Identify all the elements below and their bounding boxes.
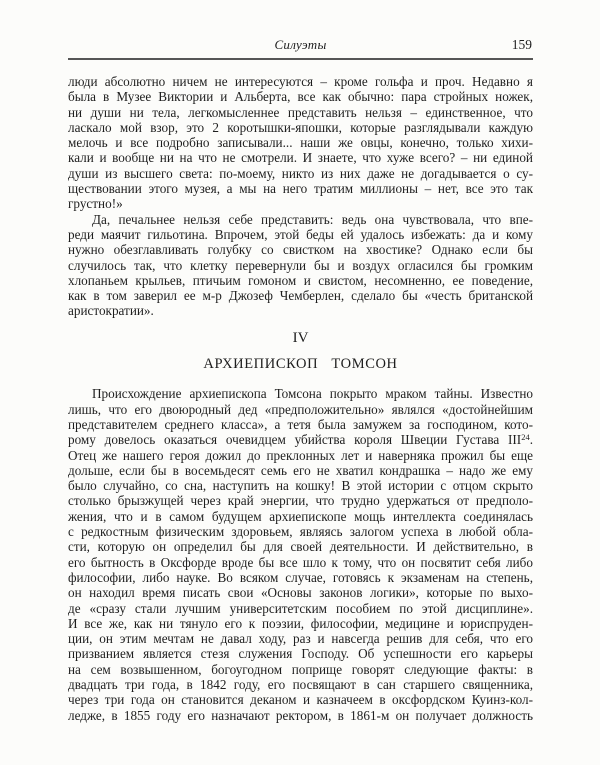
running-title: Силуэты (274, 37, 327, 52)
text-line: Происхождение архиепископа Томсона покрыто мраком тайны. Известно (92, 386, 533, 402)
text-line: кали и вообще ни на что не смотрели. И знаете, что хуже всего? – ни единой (68, 150, 533, 166)
text-line: его бытность в Оксфорде вроде бы все шло к тому, что он посвятит себя либо (68, 554, 533, 570)
text-line: де «сразу стали лучшим университетским пособием по этой дисциплине». (68, 600, 533, 616)
heading-text: IV (292, 329, 309, 346)
text-line: двадцать три года, в 1842 году, его посвящают в сан старшего священника, (68, 676, 533, 692)
text-line: грустно!» (68, 196, 123, 212)
text-line: жения, что и в самом будущем архиепископе мощь интеллекта соединялась (68, 508, 533, 524)
text-line: Да, печальнее нельзя себе представить: ведь она чувствовала, что впе- (92, 211, 533, 227)
text-line: с редкостным физическим здоровьем, являясь залогом успеха в любой обла- (68, 524, 533, 540)
text-line: столько брызжущей через край энергии, что трудно удержаться от предполо- (68, 493, 533, 509)
page-header (68, 37, 533, 60)
text-line: была в Музее Виктории и Альберта, все как обычно: пара стройных ножек, (68, 89, 533, 105)
footnote-reference: 24 (521, 432, 530, 443)
paragraph-guillotine (68, 212, 533, 319)
text-line: хлопаньем крыльев, птичьим гомоном и свистом, несомненно, ее поведение, (68, 272, 533, 288)
text-line: лишь, что его двоюродный дед «предположительно» являлся «достойнейшим (68, 401, 533, 417)
text-segment: рому довелось оказаться очевидцем убийства короля Швеции Густава III (68, 432, 522, 448)
text-line: Отец же нашего героя дожил до преклонных лет и наверняка прожил бы еще (68, 447, 533, 463)
text-segment: . (529, 432, 533, 448)
page-body (68, 60, 533, 723)
text-line: реди маячит гильотина. Впрочем, этой беды ей удалось избежать: да и кому (68, 226, 533, 242)
paragraph-continuation (68, 74, 533, 212)
text-line: ни души ни тела, легкомысленнее представить нельзя – единственное, что (68, 104, 533, 120)
text-line: мелочь и все подробно записывали... наши же овцы, конечно, только хихи- (68, 135, 533, 151)
paragraph-thomson (68, 386, 533, 723)
heading-text: АРХИЕПИСКОП ТОМСОН (203, 356, 398, 373)
text-line: призванием является стезя служения Господу. Об успешности его карьеры (68, 646, 533, 662)
text-line: ции, он этим мечтам не давал ходу, раз и навсегда решив для себя, что его (68, 631, 533, 647)
text-line: через три года он становится деканом и казначеем в оксфордском Куинз-кол- (68, 692, 533, 708)
text-line: ледже, в 1855 году его назначают ректором, в 1861-м он получает должность (68, 707, 533, 723)
text-line: ществовании этого музея, а мы на него тратим миллионы – нет, все это так (68, 181, 533, 197)
text-line: души из высшего света: по-моему, никто из них даже не догадывается о су- (68, 165, 533, 181)
chapter-title-heading (68, 357, 533, 372)
text-line: случилось так, что клетку перевернули бы и воздух огласился бы громким (68, 257, 533, 273)
text-line: дольше, если бы в восемьдесят семь его не хватил кондрашка – надо же ему (68, 462, 533, 478)
text-line: нужно обезглавливать голубку со свистком на хвостике? Однако если бы (68, 242, 533, 258)
text-line: представителем среднего класса», а тетя была замужем за господином, кото- (68, 416, 533, 432)
text-line: философии, либо науке. Во всяком случае, готовясь к экзаменам на степень, (68, 569, 533, 585)
text-line: как в том заверил ее м-р Джозеф Чемберлен, сделало бы «честь британской (68, 288, 533, 304)
text-line: на сем возвышенном, богоугодном поприще говорят следующие факты: в (68, 661, 533, 677)
chapter-number-heading (68, 331, 533, 346)
page-number: 159 (511, 37, 532, 52)
text-line: было случайно, со сна, наступить на кошку! В этой истории с отцом скрыто (68, 478, 533, 494)
text-line: И все же, как ни тянуло его к поэзии, философии, медицине и юриспруден- (68, 615, 533, 631)
text-line: аристократии». (68, 303, 154, 319)
text-line (68, 432, 533, 447)
text-line: сти, которую он определил бы для своей деятельности. И действительно, в (68, 539, 533, 555)
text-line: он находил время писать свои «Основы законов логики», которые по выхо- (68, 585, 533, 601)
text-line: ласкало мой взор, это 2 коротышки-япошки, которые разглядывали каждую (68, 119, 533, 135)
text-line: люди абсолютно ничем не интересуются – кроме гольфа и проч. Недавно я (68, 74, 533, 89)
